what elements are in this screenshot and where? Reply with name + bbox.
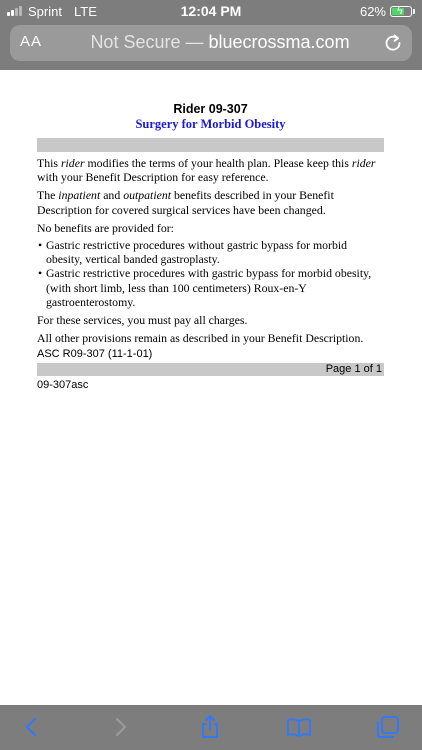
browser-top-chrome	[0, 0, 422, 70]
exclusions-list	[37, 238, 384, 309]
bookmarks-icon[interactable]	[285, 713, 313, 741]
other-provisions-paragraph: All other provisions remain as described in your Benefit Description.	[37, 331, 364, 346]
url-display[interactable]	[70, 32, 370, 53]
battery-cap	[413, 9, 415, 14]
footer-code: 09-307asc	[37, 379, 89, 392]
charges-paragraph: For these services, you must pay all charges.	[37, 313, 248, 328]
intro-paragraph: This rider modifies the terms of your health plan. Please keep this rider with your Benefit Description for easy reference.	[37, 156, 376, 185]
bullet-icon: •	[38, 266, 43, 281]
list-item: • Gastric restrictive procedures without gastric bypass for morbid obesity, vertical banded gastroplasty.	[38, 238, 348, 267]
battery-percent: 62%	[359, 4, 386, 19]
url-separator: —	[185, 32, 204, 52]
bullet-icon: •	[38, 238, 43, 253]
status-bar	[0, 0, 422, 22]
document-page	[37, 100, 384, 391]
reload-icon[interactable]	[382, 32, 404, 54]
forward-icon[interactable]	[106, 713, 134, 741]
share-icon[interactable]	[196, 713, 224, 741]
carrier-label: Sprint	[28, 4, 62, 19]
tabs-icon[interactable]	[374, 713, 402, 741]
reader-options-label: AA	[20, 33, 43, 50]
document-subtitle: Surgery for Morbid Obesity	[135, 117, 286, 131]
page-indicator-bar	[37, 363, 384, 376]
benefits-paragraph: The inpatient and outpatient benefits described in your Benefit Description for covered surgical services have been changed.	[37, 188, 334, 217]
page-label: Page 1 of 1	[325, 363, 382, 376]
document-title: Rider 09-307	[173, 102, 248, 116]
address-bar[interactable]	[10, 25, 412, 61]
browser-toolbar	[0, 705, 422, 750]
domain-label: bluecrossma.com	[208, 32, 350, 52]
clock: 12:04 PM	[180, 3, 242, 19]
reader-options-button[interactable]	[20, 33, 42, 50]
rider-code: ASC R09-307 (11-1-01)	[37, 348, 153, 361]
network-type-label: LTE	[74, 4, 97, 19]
security-label: Not Secure	[90, 32, 181, 52]
no-benefits-paragraph: No benefits are provided for:	[37, 220, 174, 235]
header-divider-bar	[37, 138, 384, 152]
battery-icon: ϟ	[390, 6, 412, 17]
back-icon[interactable]	[18, 713, 46, 741]
list-item: • Gastric restrictive procedures with gastric bypass for morbid obesity, (with short limb, less than 100 centimeters) Roux-en-Y gastroenterostomy.	[38, 266, 372, 309]
